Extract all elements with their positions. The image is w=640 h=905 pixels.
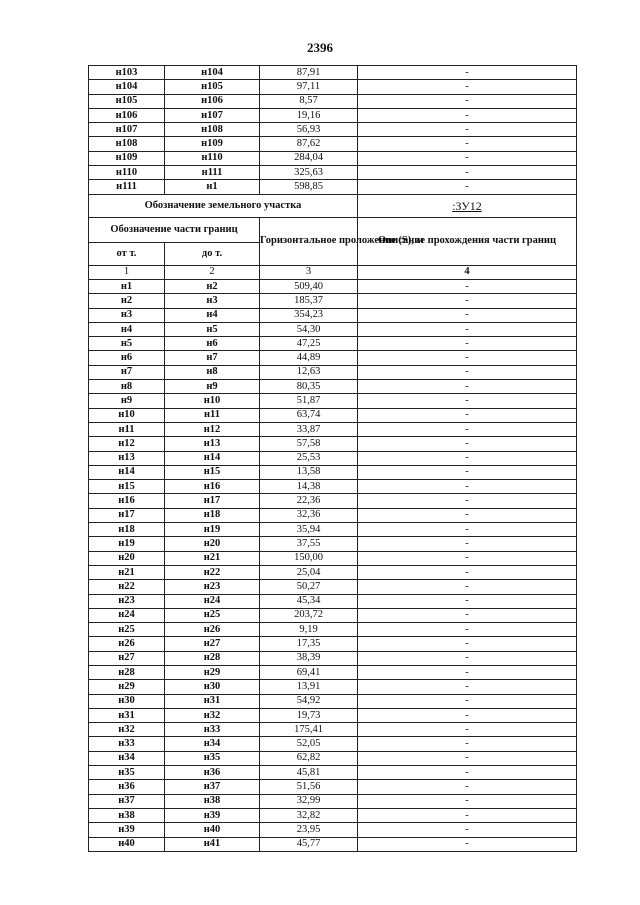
segment-description: - [358,594,577,608]
segment-length: 150,00 [260,551,358,565]
segment-length: 63,74 [260,408,358,422]
column-number-1: 1 [89,265,165,279]
point-from: н20 [89,551,165,565]
page-number: 2396 [307,40,333,55]
column-number-2: 2 [165,265,260,279]
point-from: н106 [89,108,165,122]
table-row [89,751,577,765]
segment-length: 509,40 [260,279,358,293]
segment-length: 325,63 [260,166,358,180]
segment-length: 13,91 [260,680,358,694]
point-to: н40 [165,823,260,837]
segment-length: 19,16 [260,108,358,122]
table-row [89,294,577,308]
point-to: н31 [165,694,260,708]
segment-length: 17,35 [260,637,358,651]
point-to: н21 [165,551,260,565]
segment-description: - [358,451,577,465]
point-to: н6 [165,337,260,351]
point-from: н14 [89,465,165,479]
table-row [89,151,577,165]
point-to: н32 [165,708,260,722]
segment-description: - [358,523,577,537]
segment-length: 50,27 [260,580,358,594]
segment-description: - [358,408,577,422]
point-from: н17 [89,508,165,522]
table-row [89,351,577,365]
segment-length: 45,81 [260,766,358,780]
point-to: н29 [165,665,260,679]
segment-description: - [358,551,577,565]
column-number-4: 4 [358,265,577,279]
point-to: н25 [165,608,260,622]
table-row [89,422,577,436]
segment-description: - [358,651,577,665]
segment-description: - [358,437,577,451]
point-to: н27 [165,637,260,651]
segment-description: - [358,465,577,479]
table-row [89,279,577,293]
point-to: н110 [165,151,260,165]
point-from: н27 [89,651,165,665]
segment-description: - [358,66,577,80]
point-to: н23 [165,580,260,594]
point-from: н13 [89,451,165,465]
segment-length: 19,73 [260,708,358,722]
table-row [89,680,577,694]
segment-length: 203,72 [260,608,358,622]
segment-length: 38,39 [260,651,358,665]
header-description: Описание прохождения части границ [358,217,577,265]
segment-description: - [358,365,577,379]
table-row [89,123,577,137]
segment-length: 32,99 [260,794,358,808]
segment-length: 14,38 [260,480,358,494]
segment-description: - [358,294,577,308]
segment-length: 9,19 [260,623,358,637]
point-to: н111 [165,166,260,180]
point-from: н18 [89,523,165,537]
point-from: н9 [89,394,165,408]
segment-length: 185,37 [260,294,358,308]
point-from: н3 [89,308,165,322]
table-row [89,823,577,837]
table-row [89,565,577,579]
segment-description: - [358,808,577,822]
point-to: н108 [165,123,260,137]
point-to: н37 [165,780,260,794]
header-length: Горизонтальное проложение (S), м [260,217,358,265]
point-from: н5 [89,337,165,351]
segment-length: 52,05 [260,737,358,751]
segment-description: - [358,322,577,336]
point-from: н28 [89,665,165,679]
table-row [89,166,577,180]
point-from: н7 [89,365,165,379]
segment-description: - [358,565,577,579]
point-from: н104 [89,80,165,94]
point-to: н9 [165,380,260,394]
table-row [89,523,577,537]
table-row [89,408,577,422]
table-row [89,437,577,451]
point-from: н34 [89,751,165,765]
segment-description: - [358,308,577,322]
plot-label: Обозначение земельного участка [89,194,358,217]
segment-length: 87,62 [260,137,358,151]
header-from: от т. [89,242,165,265]
point-to: н38 [165,794,260,808]
table-row [89,180,577,194]
segment-length: 47,25 [260,337,358,351]
segment-description: - [358,580,577,594]
table-row [89,708,577,722]
point-to: н7 [165,351,260,365]
point-to: н5 [165,322,260,336]
point-from: н105 [89,94,165,108]
table-row [89,766,577,780]
point-to: н10 [165,394,260,408]
point-to: н16 [165,480,260,494]
segment-description: - [358,708,577,722]
point-to: н1 [165,180,260,194]
segment-description: - [358,766,577,780]
point-to: н30 [165,680,260,694]
table-row [89,451,577,465]
segment-description: - [358,380,577,394]
table-header-section [89,194,577,279]
point-from: н32 [89,723,165,737]
point-from: н8 [89,380,165,394]
segment-length: 32,82 [260,808,358,822]
segment-length: 62,82 [260,751,358,765]
point-from: н16 [89,494,165,508]
point-to: н28 [165,651,260,665]
segment-length: 80,35 [260,380,358,394]
point-from: н38 [89,808,165,822]
point-to: н20 [165,537,260,551]
plot-title-row [89,194,577,217]
table-row [89,66,577,80]
segment-description: - [358,737,577,751]
segment-description: - [358,123,577,137]
table-row [89,508,577,522]
point-from: н37 [89,794,165,808]
table-row [89,465,577,479]
point-from: н29 [89,680,165,694]
point-to: н13 [165,437,260,451]
segment-length: 32,36 [260,508,358,522]
table-row [89,723,577,737]
table-row [89,737,577,751]
point-from: н103 [89,66,165,80]
point-to: н15 [165,465,260,479]
table-row [89,651,577,665]
point-from: н25 [89,623,165,637]
point-from: н15 [89,480,165,494]
point-to: н33 [165,723,260,737]
segment-description: - [358,751,577,765]
segment-length: 97,11 [260,80,358,94]
table-row [89,322,577,336]
point-from: н111 [89,180,165,194]
segment-description: - [358,422,577,436]
point-from: н23 [89,594,165,608]
segment-description: - [358,780,577,794]
segment-description: - [358,151,577,165]
point-to: н14 [165,451,260,465]
table-row [89,537,577,551]
segment-length: 57,58 [260,437,358,451]
point-from: н2 [89,294,165,308]
segment-length: 13,58 [260,465,358,479]
rows-after-section [89,279,577,851]
rows-before-section [89,66,577,195]
header-row [89,217,577,242]
point-from: н39 [89,823,165,837]
point-from: н107 [89,123,165,137]
segment-description: - [358,351,577,365]
table-row [89,694,577,708]
segment-description: - [358,623,577,637]
point-from: н6 [89,351,165,365]
table-row [89,580,577,594]
point-from: н1 [89,279,165,293]
table-row [89,637,577,651]
column-number-3: 3 [260,265,358,279]
point-to: н35 [165,751,260,765]
point-to: н36 [165,766,260,780]
segment-length: 54,30 [260,322,358,336]
segment-description: - [358,108,577,122]
segment-length: 25,53 [260,451,358,465]
point-from: н22 [89,580,165,594]
point-from: н31 [89,708,165,722]
table-row [89,608,577,622]
point-to: н11 [165,408,260,422]
point-to: н12 [165,422,260,436]
segment-length: 23,95 [260,823,358,837]
segment-description: - [358,837,577,851]
segment-length: 35,94 [260,523,358,537]
segment-description: - [358,823,577,837]
segment-length: 22,36 [260,494,358,508]
point-from: н35 [89,766,165,780]
segment-description: - [358,608,577,622]
table-row [89,808,577,822]
point-to: н24 [165,594,260,608]
table-row [89,551,577,565]
table-row [89,665,577,679]
table-row [89,837,577,851]
table-row [89,594,577,608]
point-to: н4 [165,308,260,322]
table-row [89,365,577,379]
table-row [89,80,577,94]
point-to: н18 [165,508,260,522]
segment-length: 54,92 [260,694,358,708]
point-to: н8 [165,365,260,379]
point-from: н19 [89,537,165,551]
point-to: н109 [165,137,260,151]
point-to: н17 [165,494,260,508]
segment-length: 598,85 [260,180,358,194]
point-from: н26 [89,637,165,651]
point-to: н107 [165,108,260,122]
segment-description: - [358,394,577,408]
header-to: до т. [165,242,260,265]
segment-length: 56,93 [260,123,358,137]
table-row [89,780,577,794]
segment-length: 69,41 [260,665,358,679]
table-row [89,794,577,808]
table-row [89,337,577,351]
point-from: н12 [89,437,165,451]
column-number-row [89,265,577,279]
segment-length: 175,41 [260,723,358,737]
point-from: н40 [89,837,165,851]
segment-description: - [358,480,577,494]
table-row [89,394,577,408]
point-to: н26 [165,623,260,637]
table-row [89,308,577,322]
segment-length: 284,04 [260,151,358,165]
point-from: н110 [89,166,165,180]
segment-description: - [358,337,577,351]
point-from: н108 [89,137,165,151]
point-to: н19 [165,523,260,537]
segment-length: 87,91 [260,66,358,80]
segment-description: - [358,94,577,108]
segment-description: - [358,80,577,94]
table-row [89,94,577,108]
segment-description: - [358,694,577,708]
point-to: н39 [165,808,260,822]
point-to: н34 [165,737,260,751]
point-from: н10 [89,408,165,422]
point-to: н106 [165,94,260,108]
segment-description: - [358,537,577,551]
segment-description: - [358,279,577,293]
table-row [89,108,577,122]
segment-description: - [358,665,577,679]
point-to: н104 [165,66,260,80]
segment-length: 44,89 [260,351,358,365]
segment-length: 8,57 [260,94,358,108]
table-row [89,480,577,494]
segment-length: 51,87 [260,394,358,408]
point-from: н36 [89,780,165,794]
point-to: н105 [165,80,260,94]
segment-length: 354,23 [260,308,358,322]
point-from: н30 [89,694,165,708]
segment-description: - [358,494,577,508]
segment-length: 51,56 [260,780,358,794]
segment-description: - [358,508,577,522]
header-part-designation: Обозначение части границ [89,217,260,242]
segment-length: 45,34 [260,594,358,608]
plot-code: :ЗУ12 [358,194,577,217]
boundary-table [88,65,577,852]
point-to: н2 [165,279,260,293]
point-from: н24 [89,608,165,622]
segment-description: - [358,637,577,651]
segment-length: 12,63 [260,365,358,379]
point-from: н11 [89,422,165,436]
segment-description: - [358,680,577,694]
table-row [89,380,577,394]
segment-description: - [358,723,577,737]
table-row [89,494,577,508]
point-to: н22 [165,565,260,579]
segment-length: 33,87 [260,422,358,436]
segment-length: 45,77 [260,837,358,851]
segment-description: - [358,180,577,194]
point-from: н109 [89,151,165,165]
point-to: н3 [165,294,260,308]
segment-length: 25,04 [260,565,358,579]
point-from: н4 [89,322,165,336]
table-row [89,137,577,151]
table-row [89,623,577,637]
segment-description: - [358,794,577,808]
segment-description: - [358,166,577,180]
segment-description: - [358,137,577,151]
point-from: н33 [89,737,165,751]
segment-length: 37,55 [260,537,358,551]
point-to: н41 [165,837,260,851]
point-from: н21 [89,565,165,579]
